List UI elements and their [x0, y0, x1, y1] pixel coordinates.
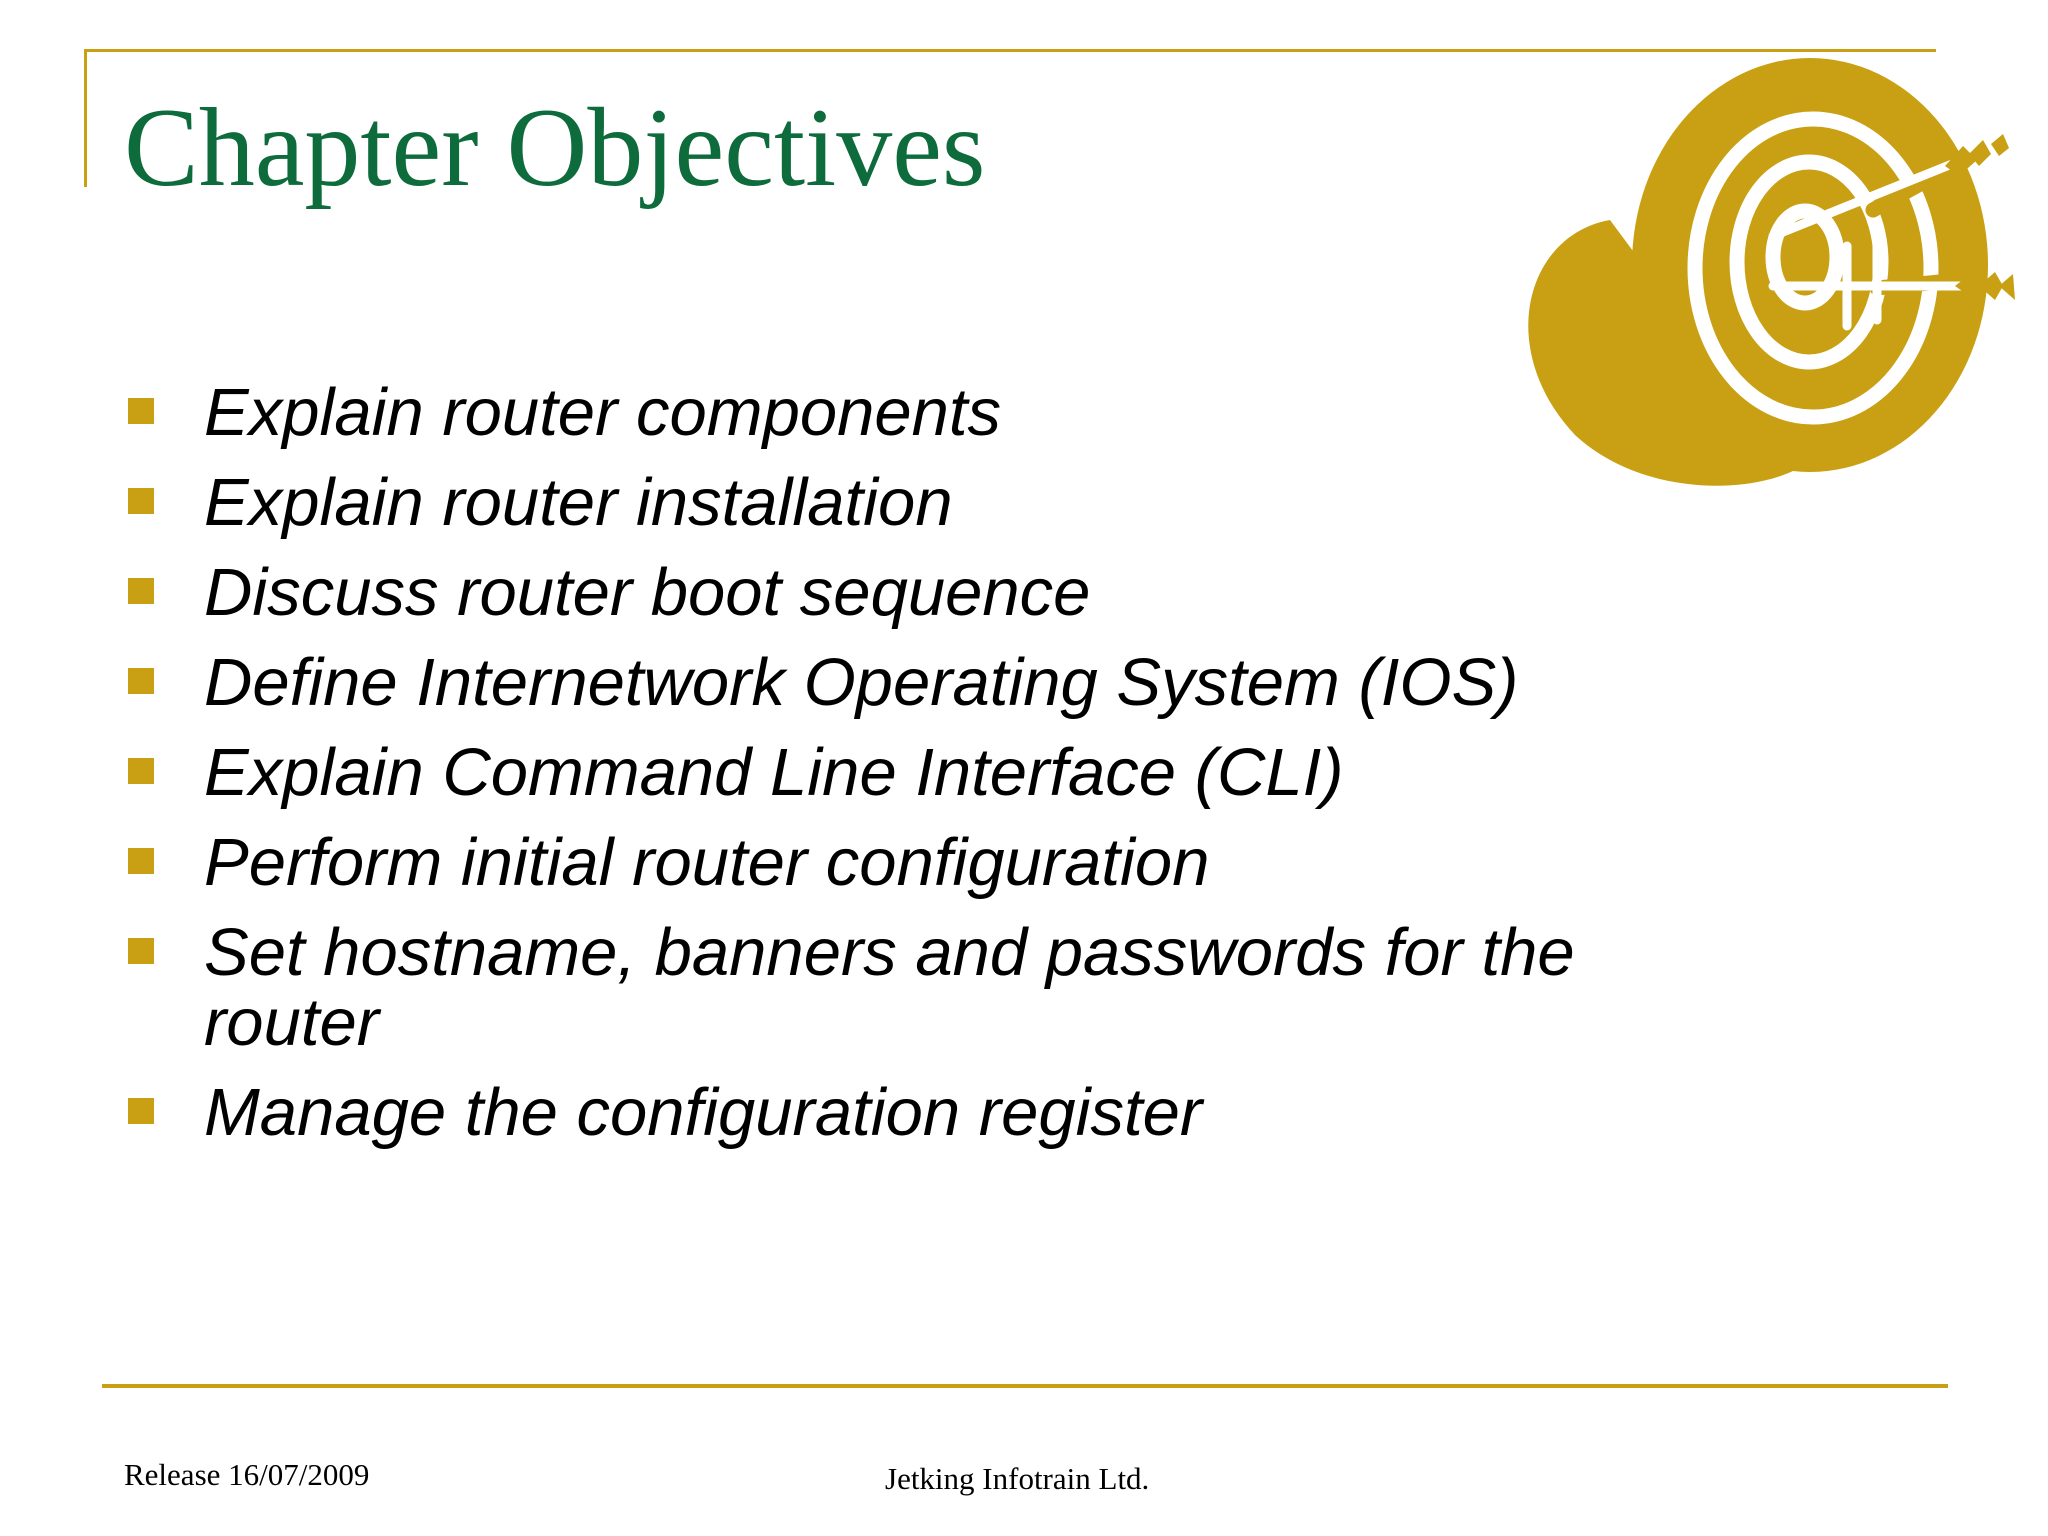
release-date: Release 16/07/2009 — [124, 1457, 370, 1492]
footer-rule — [102, 1384, 1948, 1388]
frame-left-rule — [84, 49, 87, 187]
bullet-text: Discuss router boot sequence — [204, 555, 1091, 630]
bullet-text: Explain Command Line Interface (CLI) — [204, 735, 1344, 810]
list-item — [124, 1075, 1724, 1150]
square-bullet-icon — [128, 578, 154, 604]
square-bullet-icon — [128, 758, 154, 784]
bullet-text: Perform initial router configuration — [204, 825, 1210, 900]
bullet-text: Manage the configuration register — [204, 1075, 1203, 1150]
company-name: Jetking Infotrain Ltd. — [885, 1461, 1150, 1496]
bullet-text: Define Internetwork Operating System (IOS) — [204, 645, 1519, 720]
square-bullet-icon — [128, 1098, 154, 1124]
bullet-text: Set hostname, banners and passwords for the router — [204, 915, 1575, 1060]
bullet-text: Explain router installation — [204, 465, 953, 540]
square-bullet-icon — [128, 668, 154, 694]
square-bullet-icon — [128, 848, 154, 874]
objectives-list — [124, 375, 1724, 1168]
square-bullet-icon — [128, 938, 154, 964]
list-item — [124, 465, 1724, 540]
square-bullet-icon — [128, 488, 154, 514]
list-item — [124, 645, 1724, 720]
list-item — [124, 915, 1724, 1060]
list-item — [124, 825, 1724, 900]
square-bullet-icon — [128, 398, 154, 424]
slide-title: Chapter Objectives — [124, 86, 986, 210]
list-item — [124, 555, 1724, 630]
bullet-text: Explain router components — [204, 375, 1001, 450]
list-item — [124, 375, 1724, 450]
list-item — [124, 735, 1724, 810]
